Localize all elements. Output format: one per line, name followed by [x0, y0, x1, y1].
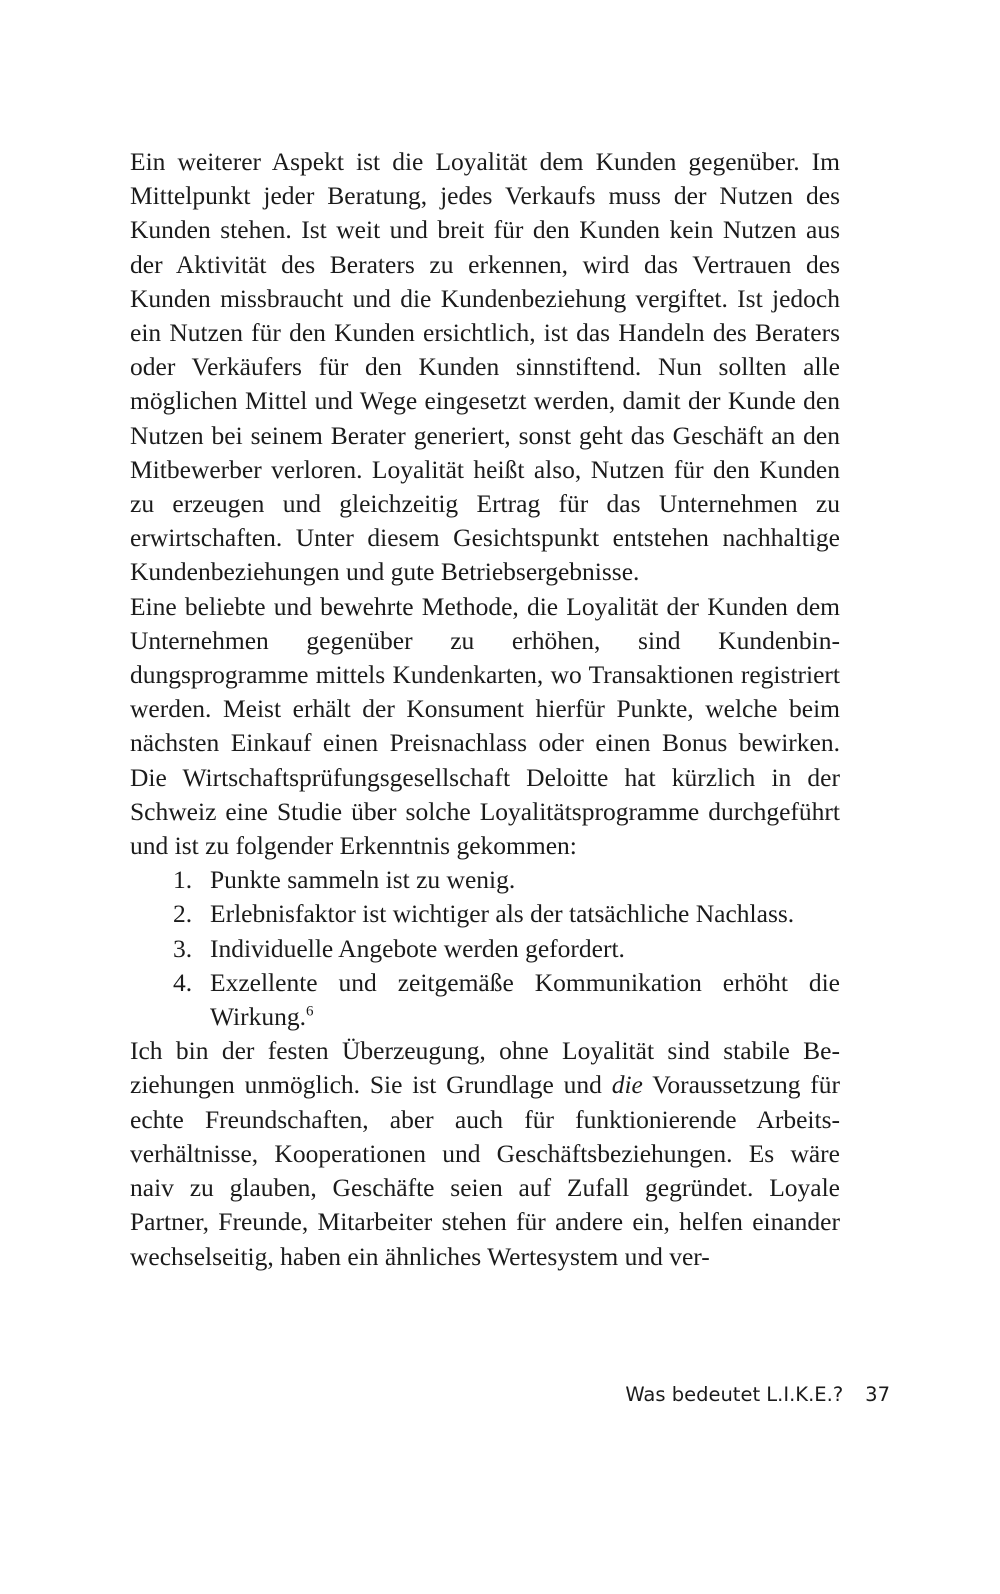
list-item-number: 4.	[173, 967, 193, 997]
emphasis-text: die	[611, 1070, 643, 1100]
running-title: Was bedeutet L.I.K.E.?	[625, 1383, 844, 1406]
paragraph-text: Ich bin der festen Überzeugung, ohne Loyalität sind stabile Beziehungen unmöglich. Sie ist Grundlage und	[130, 1036, 840, 1100]
paragraph-loyalty-relationships	[130, 1034, 840, 1273]
list-item	[173, 897, 840, 931]
list-item-text: Exzellente und zeitgemäße Kommunikation erhöht die Wirkung.	[210, 967, 840, 1032]
footnote-marker: 6	[306, 1003, 314, 1020]
list-item	[173, 932, 840, 966]
paragraph-loyalty-programs: Eine beliebte und bewehrte Methode, die Loyalität der Kunden dem Unternehmen gegenüber zu erhöhen, sind Kundenbindungsprogramme mittels Kundenkarten, wo Transaktionen registriert werden. Meist erhält der Konsument hierfür Punkte, welche beim nächsten Einkauf einen Preisnachlass oder einen Bonus bewirken. Die Wirtschaftsprüfungsgesellschaft Deloitte hat kürzlich in der Schweiz eine Studie über solche Loyalitätsprogramme durchgeführt und ist zu folgender Erkenntnis gekommen:	[130, 591, 840, 861]
list-item-number: 1.	[173, 865, 193, 895]
body-text	[130, 145, 840, 1274]
paragraph-loyalty-customer: Ein weiterer Aspekt ist die Loyalität dem Kunden gegenüber. Im Mittelpunkt jeder Beratung, jedes Verkaufs muss der Nutzen des Kunden stehen. Ist weit und breit für den Kunden kein Nutzen aus der Aktivität des Beraters zu erkennen, wird das Vertrauen des Kunden missbraucht und die Kundenbeziehung vergiftet. Ist jedoch ein Nutzen für den Kunden ersichtlich, ist das Handeln des Beraters oder Verkäufers für den Kunden sinnstiftend. Nun sollten alle möglichen Mittel und Wege eingesetzt werden, damit der Kunde den Nutzen bei seinem Berater generiert, sonst geht das Geschäft an den Mitbewerber verloren. Loyalität heißt also, Nutzen für den Kunden zu erzeugen und gleichzeitig Ertrag für das Unternehmen zu erwirtschaften. Unter diesem Gesichtspunkt entstehen nachhaltige Kundenbeziehungen und gute Betriebsergebnisse.	[130, 147, 840, 587]
paragraph-text: Voraussetzung für echte Freundschaften, aber auch für funktionierende Arbeitsverhältnisse, Kooperationen und Geschäftsbeziehungen. Es wäre naiv zu glauben, Geschäfte seien auf Zufall gegründet. Loyale Partner, Freunde, Mitarbeiter stehen für andere ein, helfen einander wechselseitig, haben ein ähnliches Wertesystem und ver-	[130, 1070, 841, 1271]
running-footer	[560, 1380, 890, 1410]
list-item	[173, 863, 840, 897]
list-item-text: Erlebnisfaktor ist wichtiger als der tatsächliche Nachlass.	[210, 899, 795, 929]
deloitte-findings-list	[130, 863, 840, 1034]
page-number: 37	[865, 1383, 890, 1406]
list-item-number: 2.	[173, 899, 193, 929]
list-item	[173, 966, 840, 1034]
list-item-number: 3.	[173, 933, 193, 963]
list-item-text: Individuelle Angebote werden gefordert.	[210, 933, 625, 963]
list-item-text: Punkte sammeln ist zu wenig.	[210, 865, 516, 895]
